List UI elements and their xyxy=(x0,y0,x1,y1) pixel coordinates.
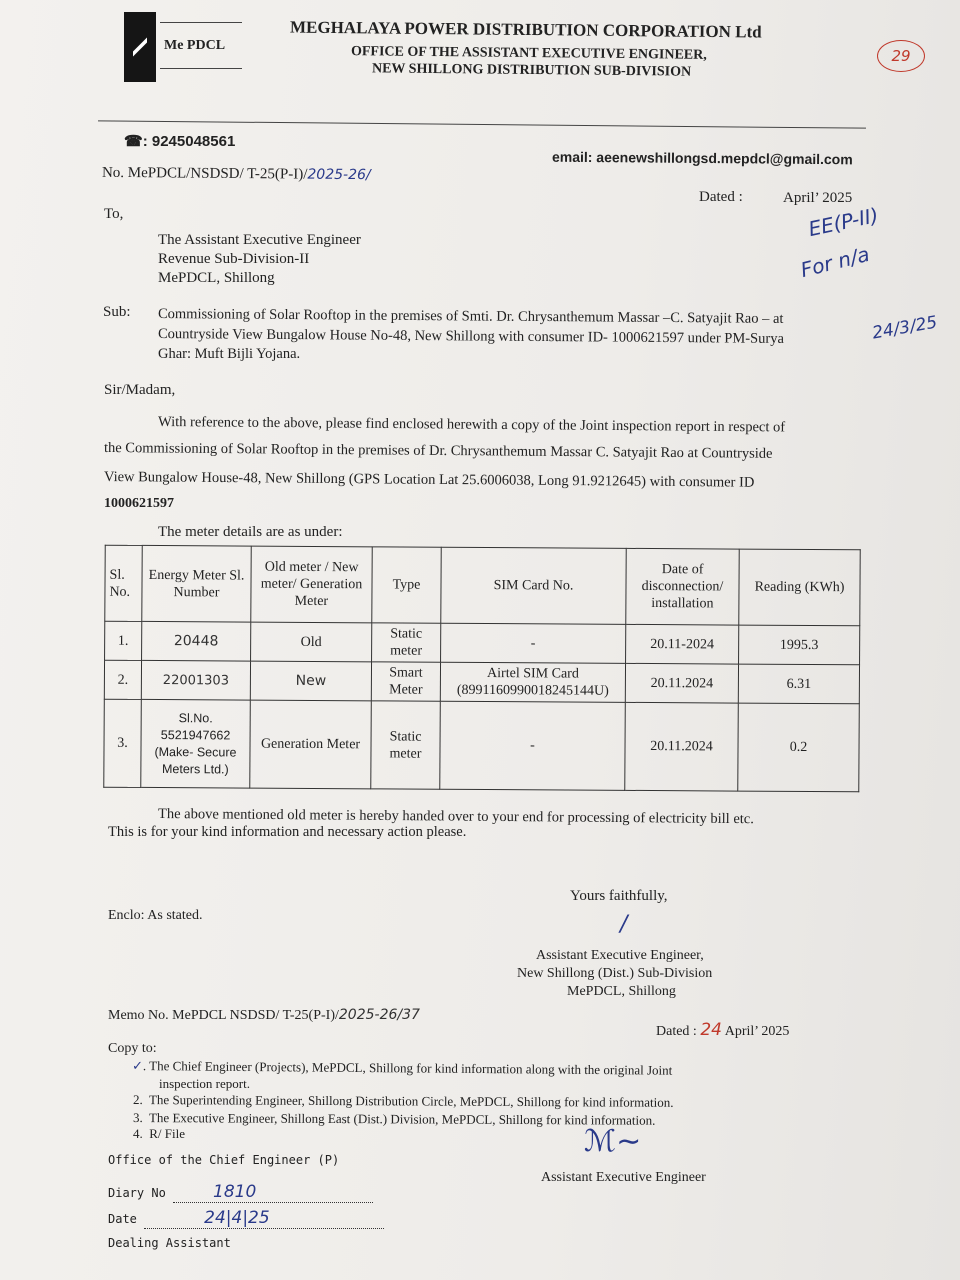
subject-line-2: Countryside View Bungalow House No-48, New Shillong with consumer ID- 1000621597 under PM-Surya xyxy=(157,326,784,347)
table-cell: Smart Meter xyxy=(371,662,440,701)
ref-handwritten: 2025-26/ xyxy=(307,166,371,184)
copy-item-2-text: The Superintending Engineer, Shillong Distribution Circle, MePDCL, Shillong for kind information. xyxy=(148,1092,674,1110)
office-line-2: NEW SHILLONG DISTRIBUTION SUB-DIVISION xyxy=(371,61,692,80)
meter-intro: The meter details are as under: xyxy=(158,524,343,540)
table-cell: 1995.3 xyxy=(739,625,860,665)
sign-block-line-3: MePDCL, Shillong xyxy=(567,984,676,999)
page-number-mark: 29 xyxy=(877,40,925,72)
copy-item-1: ✓. The Chief Engineer (Projects), MePDCL, Shillong for kind information along with the original Joint xyxy=(131,1058,673,1078)
body-line-2: the Commissioning of Solar Rooftop in the premises of Dr. Chrysanthemum Massar C. Satyajit Rao at Countryside xyxy=(103,440,773,462)
salutation: Sir/Madam, xyxy=(104,382,176,398)
sign-block-line-1: Assistant Executive Engineer, xyxy=(536,948,704,963)
addressee-line-1: The Assistant Executive Engineer xyxy=(158,232,361,248)
copy-item-1-cont: inspection report. xyxy=(159,1076,250,1091)
addressee-line-3: MePDCL, Shillong xyxy=(158,270,275,286)
addressee-line-2: Revenue Sub-Division-II xyxy=(158,251,310,267)
table-header: Energy Meter Sl. Number xyxy=(142,545,251,622)
stamp-line-4: Dealing Assistant xyxy=(108,1236,231,1250)
stamp-diary-value: 1810 xyxy=(213,1182,257,1202)
table-cell: Static meter xyxy=(371,701,441,789)
stamp-date-label: Date xyxy=(108,1212,137,1226)
copy-item-3: 3. The Executive Engineer, Shillong East (Dist.) Division, MePDCL, Shillong for kind information. xyxy=(132,1110,656,1128)
email: email: aeenewshillongsd.mepdcl@gmail.com xyxy=(551,148,853,168)
office-line-1: OFFICE OF THE ASSISTANT EXECUTIVE ENGINEER, xyxy=(350,44,707,63)
signature-mark: / xyxy=(620,912,628,937)
table-header: Reading (KWh) xyxy=(739,549,860,626)
stamp-date-value: 24|4|25 xyxy=(204,1208,270,1228)
phone-number: 9245048561 xyxy=(151,133,236,150)
stamp-diary xyxy=(108,1182,373,1203)
table-header: Sl. No. xyxy=(105,545,142,621)
memo-handwritten: 2025-26/37 xyxy=(338,1007,420,1023)
table-cell: 22001303 xyxy=(141,660,250,700)
table-cell: - xyxy=(440,701,626,790)
table-cell: Sl.No. 5521947662 (Make- Secure Meters Ltd.) xyxy=(141,699,251,788)
subject-line-3: Ghar: Muft Bijli Yojana. xyxy=(158,346,301,362)
memo-number-row xyxy=(108,1007,420,1024)
table-cell: 1. xyxy=(105,621,142,660)
phone-row: ☎: 9245048561 xyxy=(124,133,236,150)
org-name: MEGHALAYA POWER DISTRIBUTION CORPORATION Ltd xyxy=(289,17,762,42)
table-header-row xyxy=(105,545,860,626)
sub-label: Sub: xyxy=(103,304,131,320)
table-header: SIM Card No. xyxy=(441,547,626,624)
after-line-2: This is for your kind information and necessary action please. xyxy=(108,824,467,840)
table-cell: 20.11.2024 xyxy=(625,663,738,703)
enclosure: Enclo: As stated. xyxy=(108,908,203,923)
memo-dated xyxy=(656,1020,789,1040)
logo-text: Me PDCL xyxy=(164,38,226,53)
table-cell: 20.11.2024 xyxy=(625,702,739,791)
copy-item-4: 4. R/ File xyxy=(133,1126,186,1141)
stamp-diary-label: Diary No xyxy=(108,1186,166,1200)
yours-faithfully: Yours faithfully, xyxy=(570,888,668,904)
mepdcl-logo xyxy=(124,12,156,82)
phone-icon: ☎ xyxy=(124,133,143,150)
table-header: Old meter / New meter/ Generation Meter xyxy=(251,546,372,623)
table-cell: - xyxy=(441,623,626,663)
meter-details-table xyxy=(103,545,860,793)
table-cell: New xyxy=(250,661,371,701)
signature-label: Assistant Executive Engineer xyxy=(541,1170,706,1185)
table-cell: Static meter xyxy=(372,623,441,662)
subject-line-1: Commissioning of Solar Rooftop in the premises of Smti. Dr. Chrysanthemum Massar –C. Satyajit Rao – at xyxy=(157,306,784,327)
table-cell: 6.31 xyxy=(738,664,859,704)
stamp-line-1: Office of the Chief Engineer (P) xyxy=(108,1153,340,1167)
table-cell: Airtel SIM Card (8991160990018245144U) xyxy=(440,662,625,702)
table-header: Date of disconnection/ installation xyxy=(626,548,739,625)
stamp-date xyxy=(108,1208,384,1229)
body-line-3: View Bungalow House-48, New Shillong (GPS Location Lat 25.6006038, Long 91.9212645) with consumer ID xyxy=(103,469,755,491)
table-cell: 3. xyxy=(104,699,142,787)
table-cell: 20448 xyxy=(142,621,251,661)
signature: ℳ∼ xyxy=(584,1124,642,1159)
margin-note-date: 24/3/25 xyxy=(870,312,939,344)
copy-item-3-text: The Executive Engineer, Shillong East (Dist.) Division, MePDCL, Shillong for kind information. xyxy=(148,1110,656,1128)
margin-note-1: EE(P-II) xyxy=(806,202,881,242)
table-row xyxy=(104,699,860,792)
table-row xyxy=(104,660,859,704)
ref-number-row xyxy=(102,165,371,184)
copy-item-1-text: The Chief Engineer (Projects), MePDCL, Shillong for kind information along with the original Joint xyxy=(149,1058,673,1078)
table-cell: 0.2 xyxy=(738,703,860,792)
table-cell: Generation Meter xyxy=(250,700,372,789)
table-cell: 2. xyxy=(104,660,141,699)
copy-item-2: 2. The Superintending Engineer, Shillong Distribution Circle, MePDCL, Shillong for kind information. xyxy=(132,1092,674,1110)
copy-to-label: Copy to: xyxy=(108,1041,157,1056)
body-line-4: 1000621597 xyxy=(104,496,174,511)
table-cell: Old xyxy=(251,622,372,662)
table-header: Type xyxy=(372,547,441,623)
to-label: To, xyxy=(104,206,124,222)
after-line-1: The above mentioned old meter is hereby handed over to your end for processing of electricity bill etc. xyxy=(157,806,754,828)
memo-number: Memo No. MePDCL NSDSD/ T-25(P-I)/ xyxy=(108,1008,339,1023)
table-cell: 20.11-2024 xyxy=(626,624,739,664)
memo-dated-label: Dated : xyxy=(656,1024,697,1039)
memo-dated-value: April’ 2025 xyxy=(724,1024,790,1039)
body-line-1: With reference to the above, please find enclosed herewith a copy of the Joint inspection report in respect of xyxy=(157,414,786,436)
memo-dated-hand: 24 xyxy=(700,1020,722,1040)
margin-note-2: For n/a xyxy=(798,241,872,283)
table-row xyxy=(105,621,860,665)
sign-block-line-2: New Shillong (Dist.) Sub-Division xyxy=(517,966,713,981)
dated-label: Dated : xyxy=(699,189,743,205)
dated-value: April’ 2025 xyxy=(783,190,853,206)
copy-item-4-text: R/ File xyxy=(149,1126,186,1141)
ref-number: No. MePDCL/NSDSD/ T-25(P-I)/ xyxy=(101,164,308,183)
